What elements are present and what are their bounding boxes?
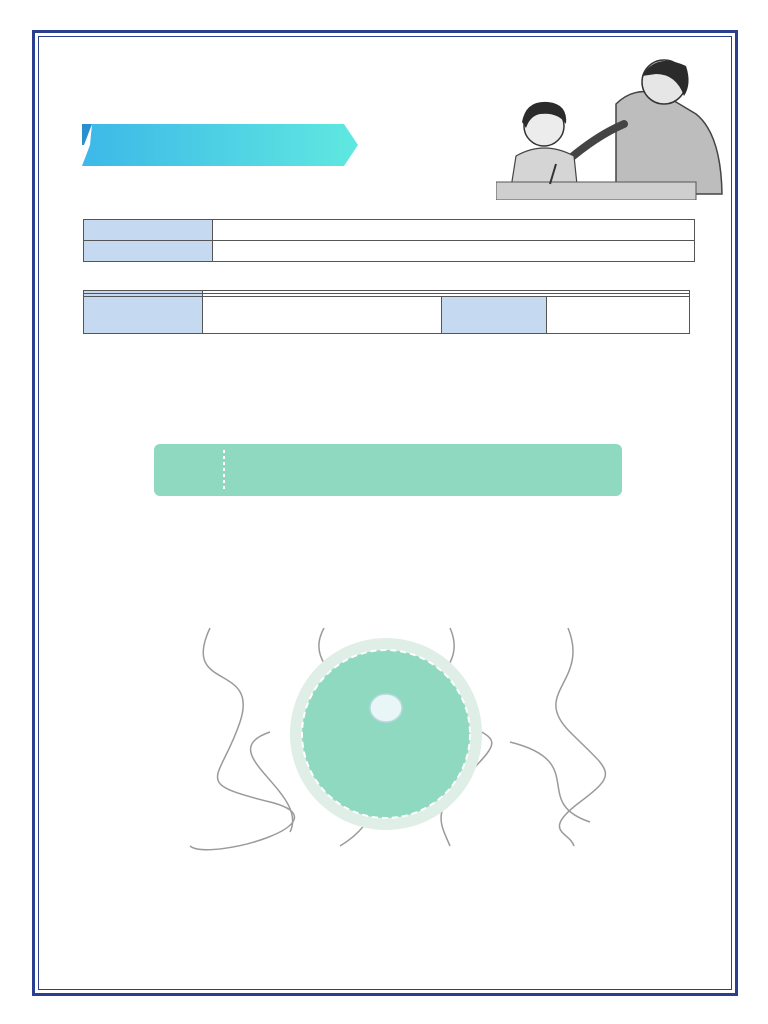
center-circle [302, 650, 470, 818]
competency-table [83, 290, 690, 334]
proposito-value [203, 297, 442, 334]
water-infographic [150, 442, 730, 982]
student-label [84, 220, 213, 241]
table-row [84, 220, 695, 241]
table-row [84, 241, 695, 262]
date-field[interactable] [213, 241, 695, 262]
evidencia-cell [442, 297, 690, 334]
student-info-table [83, 219, 695, 262]
student-name-field[interactable] [213, 220, 695, 241]
date-label [84, 241, 213, 262]
evidencia-label [442, 297, 547, 333]
subject-banner [82, 124, 358, 166]
water-drop-icon [370, 694, 402, 722]
table-row [84, 297, 690, 334]
evidencia-value [547, 297, 569, 333]
teacher-student-illustration [496, 44, 728, 200]
proposito-label [84, 297, 203, 334]
